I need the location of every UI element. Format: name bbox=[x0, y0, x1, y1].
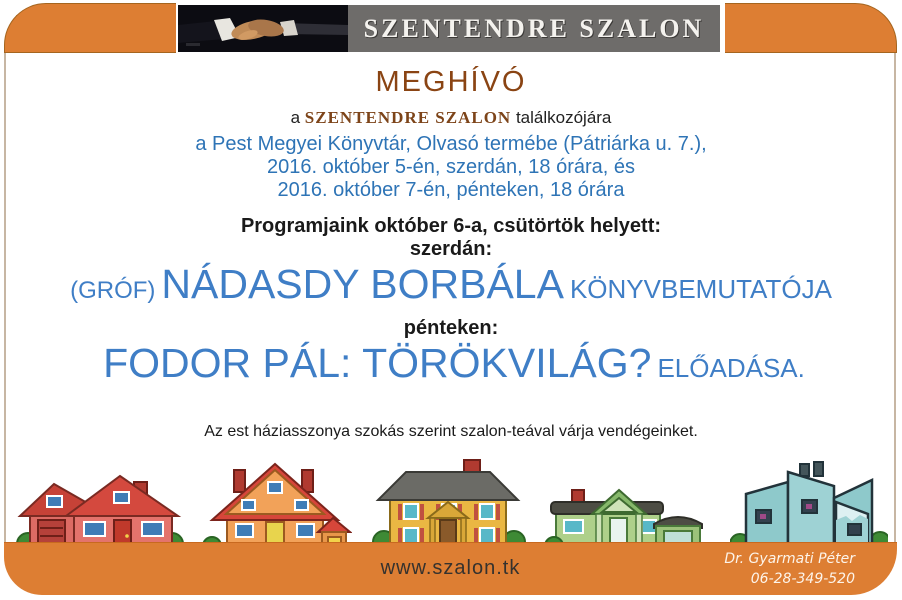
invitation-heading: MEGHÍVÓ bbox=[375, 66, 527, 98]
brand-title: SZENTENDRE SZALON bbox=[363, 13, 705, 43]
header-orange-left bbox=[4, 3, 176, 53]
website-url: www.szalon.tk bbox=[380, 557, 521, 579]
contact-block bbox=[724, 549, 855, 589]
location-line: a Pest Megyei Könyvtár, Olvasó termébe (Pátriárka u. 7.), bbox=[195, 133, 707, 155]
program-intro: Programjaink október 6-a, csütörtök helyett: bbox=[240, 215, 662, 237]
event2-suffix: ELŐADÁSA. bbox=[657, 353, 805, 383]
contact-phone: 06-28-349-520 bbox=[750, 571, 855, 587]
wednesday-label: szerdán: bbox=[409, 238, 493, 260]
header-band bbox=[4, 3, 897, 53]
handshake-icon bbox=[178, 5, 348, 52]
header-orange-right bbox=[725, 3, 897, 53]
event1-prefix: (GRÓF) bbox=[70, 277, 156, 304]
invitation-body bbox=[0, 53, 902, 564]
event1-name: NÁDASDY BORBÁLA bbox=[161, 261, 564, 307]
invite-suffix: találkozójára bbox=[511, 108, 612, 127]
handshake-photo bbox=[178, 5, 348, 52]
date-wednesday-line: 2016. október 5-én, szerdán, 18 órára, és bbox=[266, 156, 635, 178]
event-details bbox=[0, 133, 902, 202]
event1-title bbox=[0, 261, 902, 317]
footer-band bbox=[4, 542, 897, 595]
friday-label: pénteken: bbox=[403, 317, 499, 339]
hostess-note: Az est háziasszonya szokás szerint szalon-teával várja vendégeinket. bbox=[204, 423, 698, 440]
invite-prefix: a bbox=[290, 108, 305, 127]
event2-title bbox=[0, 340, 902, 396]
event1-suffix: KÖNYVBEMUTATÓJA bbox=[569, 274, 832, 304]
brand-banner bbox=[348, 5, 720, 52]
event2-name: FODOR PÁL: TÖRÖKVILÁG? bbox=[103, 340, 652, 386]
invite-line bbox=[0, 108, 902, 128]
salon-name: SZENTENDRE SZALON bbox=[304, 108, 512, 127]
contact-name: Dr. Gyarmati Péter bbox=[724, 551, 855, 567]
date-friday-line: 2016. október 7-én, pénteken, 18 órára bbox=[277, 179, 625, 201]
